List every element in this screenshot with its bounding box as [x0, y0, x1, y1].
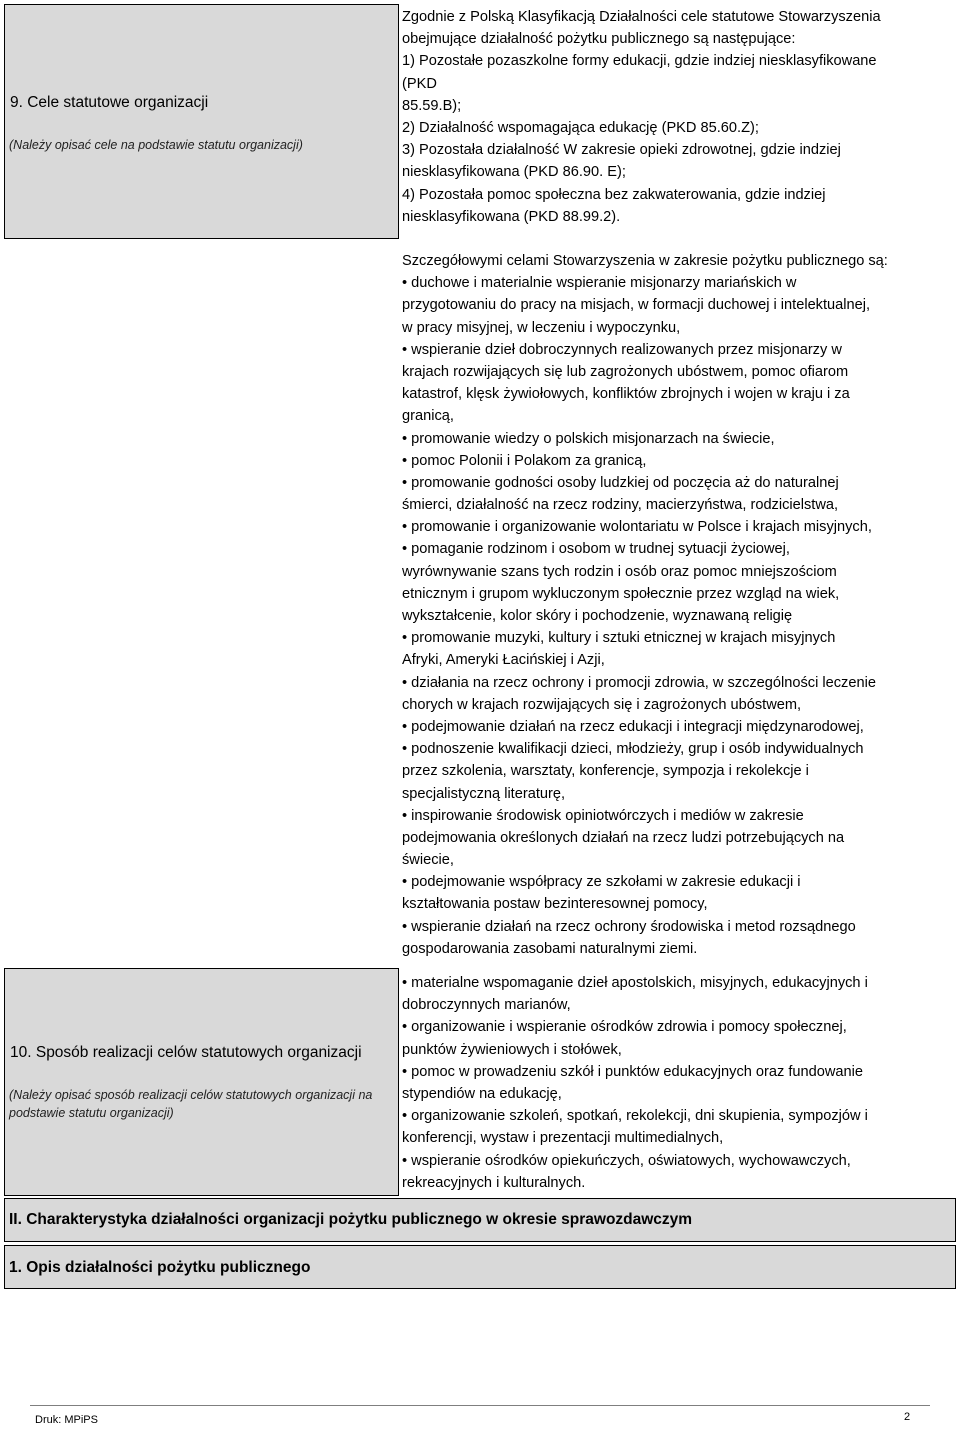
- goals-line: 2) Działalność wspomagająca edukację (PKD 85.60.Z);: [402, 119, 759, 136]
- detail-line: przez szkolenia, warsztaty, konferencje, sympozja i rekolekcje i: [402, 763, 809, 780]
- method-line: • pomoc w prowadzeniu szkół i punktów edukacyjnych oraz fundowanie: [402, 1063, 864, 1080]
- goals-line: 85.59.B);: [402, 97, 462, 114]
- detail-line: krajach rozwijających się lub zagrożonych ubóstwem, pomoc ofiarom: [402, 363, 849, 380]
- detail-line: świecie,: [402, 852, 454, 869]
- detail-line: etnicznym i grupom wykluczonym społecznie przez wzgląd na wiek,: [402, 585, 840, 602]
- detail-line: śmierci, działalność na rzecz rodziny, macierzyństwa, rodzicielstwa,: [402, 497, 839, 514]
- method-line: punktów żywieniowych i stołówek,: [402, 1041, 622, 1058]
- goals-line: (PKD: [402, 75, 437, 92]
- detail-line: gospodarowania zasobami naturalnymi ziemi.: [402, 940, 698, 957]
- part-2-subheading: 1. Opis działalności pożytku publicznego: [4, 1245, 956, 1289]
- section-10-methods: [402, 972, 956, 1194]
- detail-line: chorych w krajach rozwijających się i zagrożonych ubóstwem,: [402, 696, 802, 713]
- goals-line: niesklasyfikowana (PKD 86.90. E);: [402, 164, 626, 181]
- footer-divider: [30, 1405, 930, 1406]
- detail-line: w pracy misyjnej, w leczeniu i wypoczynku,: [402, 319, 681, 336]
- method-line: • materialne wspomaganie dzieł apostolskich, misyjnych, edukacyjnych i: [402, 975, 868, 991]
- section-9-label-cell: [4, 4, 399, 239]
- section-10-note-line: (Należy opisać sposób realizacji celów statutowych organizacji na: [9, 1088, 373, 1102]
- detail-line: • promowanie wiedzy o polskich misjonarzach na świecie,: [402, 430, 775, 447]
- goals-line: niesklasyfikowana (PKD 88.99.2).: [402, 208, 621, 225]
- detail-line: granicą,: [402, 408, 454, 425]
- section-10-label-cell: [4, 968, 399, 1196]
- detail-line: podejmowania określonych działań na rzecz ludzi potrzebujących na: [402, 829, 845, 846]
- detail-line: kształtowania postaw bezinteresownej pomocy,: [402, 896, 708, 913]
- section-9-title: 9. Cele statutowe organizacji: [10, 94, 209, 111]
- detail-line: Szczegółowymi celami Stowarzyszenia w zakresie pożytku publicznego są:: [402, 253, 888, 269]
- goals-line: Zgodnie z Polską Klasyfikacją Działalności cele statutowe Stowarzyszenia: [402, 9, 881, 25]
- detail-line: • podnoszenie kwalifikacji dzieci, młodzieży, grup i osób indywidualnych: [402, 741, 864, 758]
- detail-line: przygotowaniu do pracy na misjach, w formacji duchowej i intelektualnej,: [402, 297, 871, 314]
- detail-line: • podejmowanie działań na rzecz edukacji i integracji międzynarodowej,: [402, 718, 864, 735]
- part-2-heading: II. Charakterystyka działalności organizacji pożytku publicznego w okresie sprawozdawczym: [4, 1198, 956, 1242]
- detail-line: • pomaganie rodzinom i osobom w trudnej sytuacji życiowej,: [402, 541, 790, 558]
- page-number: 2: [904, 1411, 911, 1423]
- method-line: • organizowanie szkoleń, spotkań, rekolekcji, dni skupienia, sympozjów i: [402, 1108, 868, 1125]
- detail-line: specjalistyczną literaturę,: [402, 785, 566, 802]
- detail-line: • promowanie muzyki, kultury i sztuki etnicznej w krajach misyjnych: [402, 630, 836, 647]
- section-10-note: [9, 1086, 372, 1122]
- goals-line: 1) Pozostałe pozaszkolne formy edukacji, gdzie indziej niesklasyfikowane: [402, 53, 877, 70]
- detail-line: • duchowe i materialnie wspieranie misjonarzy mariańskich w: [402, 275, 797, 292]
- detail-line: • działania na rzecz ochrony i promocji zdrowia, w szczególności leczenie: [402, 674, 876, 691]
- detail-line: Afryki, Ameryki Łacińskiej i Azji,: [402, 652, 605, 669]
- method-line: • organizowanie i wspieranie ośrodków zdrowia i pomocy społecznej,: [402, 1019, 847, 1036]
- detail-line: • promowanie i organizowanie wolontariatu w Polsce i krajach misyjnych,: [402, 519, 872, 536]
- detail-line: • podejmowanie współpracy ze szkołami w zakresie edukacji i: [402, 874, 801, 891]
- detail-line: wyrównywanie szans tych rodzin i osób oraz pomoc mniejszościom: [402, 563, 837, 580]
- section-9-note: (Należy opisać cele na podstawie statutu organizacji): [9, 138, 303, 152]
- goals-line: 3) Pozostała działalność W zakresie opieki zdrowotnej, gdzie indziej: [402, 142, 841, 159]
- detail-line: • inspirowanie środowisk opiniotwórczych i mediów w zakresie: [402, 807, 804, 824]
- method-line: dobroczynnych marianów,: [402, 997, 571, 1014]
- detail-line: • wspieranie działań na rzecz ochrony środowiska i metod rozsądnego: [402, 918, 856, 935]
- footer-print-label: Druk: MPiPS: [35, 1414, 98, 1426]
- method-line: stypendiów na edukację,: [402, 1085, 562, 1102]
- method-line: • wspieranie ośrodków opiekuńczych, oświatowych, wychowawczych,: [402, 1152, 851, 1169]
- section-10-title: 10. Sposób realizacji celów statutowych organizacji: [10, 1044, 362, 1061]
- detail-line: wykształcenie, kolor skóry i pochodzenie, wyznawaną religię: [402, 608, 793, 624]
- detail-line: katastrof, klęsk żywiołowych, konfliktów zbrojnych i wojen w kraju i za: [402, 386, 850, 403]
- goals-line: 4) Pozostała pomoc społeczna bez zakwaterowania, gdzie indziej: [402, 186, 826, 203]
- detail-line: • wspieranie dzieł dobroczynnych realizowanych przez misjonarzy w: [402, 341, 842, 358]
- detail-line: • promowanie godności osoby ludzkiej od poczęcia aż do naturalnej: [402, 474, 839, 491]
- method-line: konferencji, wystaw i prezentacji multimedialnych,: [402, 1130, 724, 1147]
- detailed-goals-list: [402, 250, 956, 960]
- goals-line: obejmujące działalność pożytku publicznego są następujące:: [402, 31, 796, 48]
- detail-line: • pomoc Polonii i Polakom za granicą,: [402, 452, 647, 469]
- section-10-note-line: podstawie statutu organizacji): [9, 1106, 174, 1120]
- method-line: rekreacyjnych i kulturalnych.: [402, 1174, 586, 1191]
- section-9-goals: [402, 6, 956, 228]
